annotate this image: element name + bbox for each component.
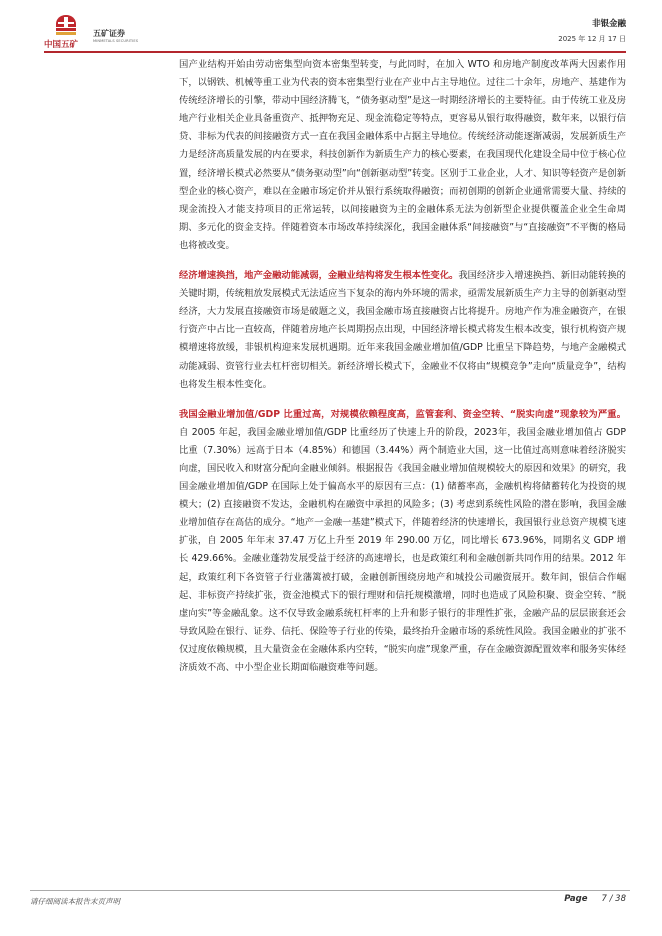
page-header: [0, 0, 662, 56]
paragraph-1-text: 国产业结构开始由劳动密集型向资本密集型转变，与此同时，在加入 WTO 和房地产制度改革两大因素作用下，以钢铁、机械等重工业为代表的资本密集型行业在产业中占主导地位。过往二十余年，房地产、基建作为传统经济增长的引擎，带动中国经济腾飞，“债务驱动型”是这一时期经济增长的主要特征。由于传统工业及房地产行业相关企业具备重资产、抵押物充足、现金流稳定等特点，更容易从银行取得融资，数年来，以银行信贷、非标为代表的间接融资方式一直在我国金融体系中占据主导地位。传统经济动能逐渐减弱，发展新质生产力是经济高质量发展的内在要求，科技创新作为新质生产力的核心要素，在我国现代化建设全局中位于核心位置，经济增长模式必然要从“债务驱动型”向“创新驱动型”转变。区别于工业企业，人才、知识等轻资产是创新型企业的核心资产，难以在金融市场定价并从银行系统取得融资；而初创期的创新企业通常需要大量、持续的现金流投入才能支持项目的正常运转，以间接融资为主的金融体系无法为创新型企业提供覆盖企业全生命周期、多元化的资金支持。伴随着资本市场改革持续深化，我国金融体系“间接融资”与“直接融资”不平衡的格局也将被改变。: [179, 59, 626, 251]
footer-divider: [30, 890, 630, 891]
paragraph-3: [179, 406, 626, 677]
minmetals-emblem-icon: [54, 14, 78, 36]
logo-right-subtext: MINMETALS SECURITIES: [93, 39, 139, 43]
paragraph-2-lead: 经济增速换挡，地产金融动能减弱，金融业结构将发生根本性变化。: [179, 270, 459, 282]
logo-left-text: 中国五矿: [44, 40, 79, 50]
footer-disclaimer: 请仔细阅读本报告末页声明: [30, 897, 120, 906]
page-number: 7 / 38: [601, 894, 626, 904]
logo-right-text: 五矿证券: [93, 29, 125, 38]
paragraph-3-text: 自 2005 年起，我国金融业增加值/GDP 比重经历了快速上升的阶段，2023年，我国金融业增加值占 GDP 比重（7.30%）远高于日本（4.85%）和德国（3.44%）两个制造业大国，这一比值过高则意味着经济脱实向虚，国民收入和财富分配向金融业倾斜。根据报告《我国金融业增加值规模较大的原因和效果》的研究，我国金融业增加值/GDP 在国际上处于偏高水平的原因有三点：(1) 储蓄率高，金融机构将储蓄转化为投资的规模大；(2) 直接融资不发达，金融机构在融资中承担的风险多；(3) 考虑到系统性风险的潜在影响，我国金融业增加值存在高估的成分。“地产一金融一基建”模式下，伴随着经济的快速增长，我国银行业总资产规模飞速扩张，自 2005 年年末 37.47 万亿上升至 2019 年 290.00 万亿，同比增长 673.96%，同期名义 GDP 增长 429.66%。金融业蓬勃发展受益于经济的高速增长，也是政策红利和金融创新共同作用的结果。2012 年起，政策红利下各资管子行业藩篱被打破，金融创新围绕房地产和城投公司融资展开。数年间，银信合作崛起、非标资产持续扩张，资金池模式下的银行理财和信托规模激增，同时也造成了风险积聚、资金空转、“脱虚向实”等金融乱象。这不仅导致金融系统杠杆率的上升和影子银行的非理性扩张，金融产品的层层嵌套还会导致风险在银行、证券、信托、保险等子行业的传染，最终抬升金融市场的系统性风险。我国金融业的扩张不仅过度依赖规模，且大量资金在金融体系内空转，“脱实向虚”现象严重，存在金融资源配置效率和服务实体经济质效不高、中小型企业长期面临融资难等问题。: [179, 426, 626, 673]
paragraph-2-text: 我国经济步入增速换挡、新旧动能转换的关键时期，传统粗放发展模式无法适应当下复杂的海内外环境的需求，亟需发展新质生产力主导的创新驱动型经济，大力发展直接融资市场是破题之义，我国金融市场直接融资占比将提升。房地产作为准金融资产，在银行资产中占比一直较高，伴随着房地产长周期拐点出现，中国经济增长模式将发生根本改变，银行机构资产规模增速将放缓，非银机构迎来发展机遇期。近年来我国金融业增加值/GDP 比重呈下降趋势，与地产金融模式动能减弱、资管行业去杠杆密切相关。新经济增长模式下，金融业不仅将由“规模竞争”走向“质量竞争”，结构也将发生根本性变化。: [179, 270, 626, 390]
paragraph-3-lead: 我国金融业增加值/GDP 比重过高，对规模依赖程度高，监管套利、资金空转、“脱实向虚”现象较为严重。: [179, 408, 626, 420]
china-minmetals-logo: [44, 14, 90, 52]
report-body: [179, 56, 626, 677]
report-category: 非银金融: [591, 19, 626, 29]
report-date: 2025 年 12 月 17 日: [558, 35, 626, 43]
header-divider: [44, 51, 626, 53]
paragraph-1: [179, 56, 626, 255]
page-indicator: [564, 894, 626, 904]
paragraph-2: [179, 267, 626, 394]
minmetals-securities-logo: [93, 28, 139, 48]
page-label: Page: [564, 894, 588, 904]
